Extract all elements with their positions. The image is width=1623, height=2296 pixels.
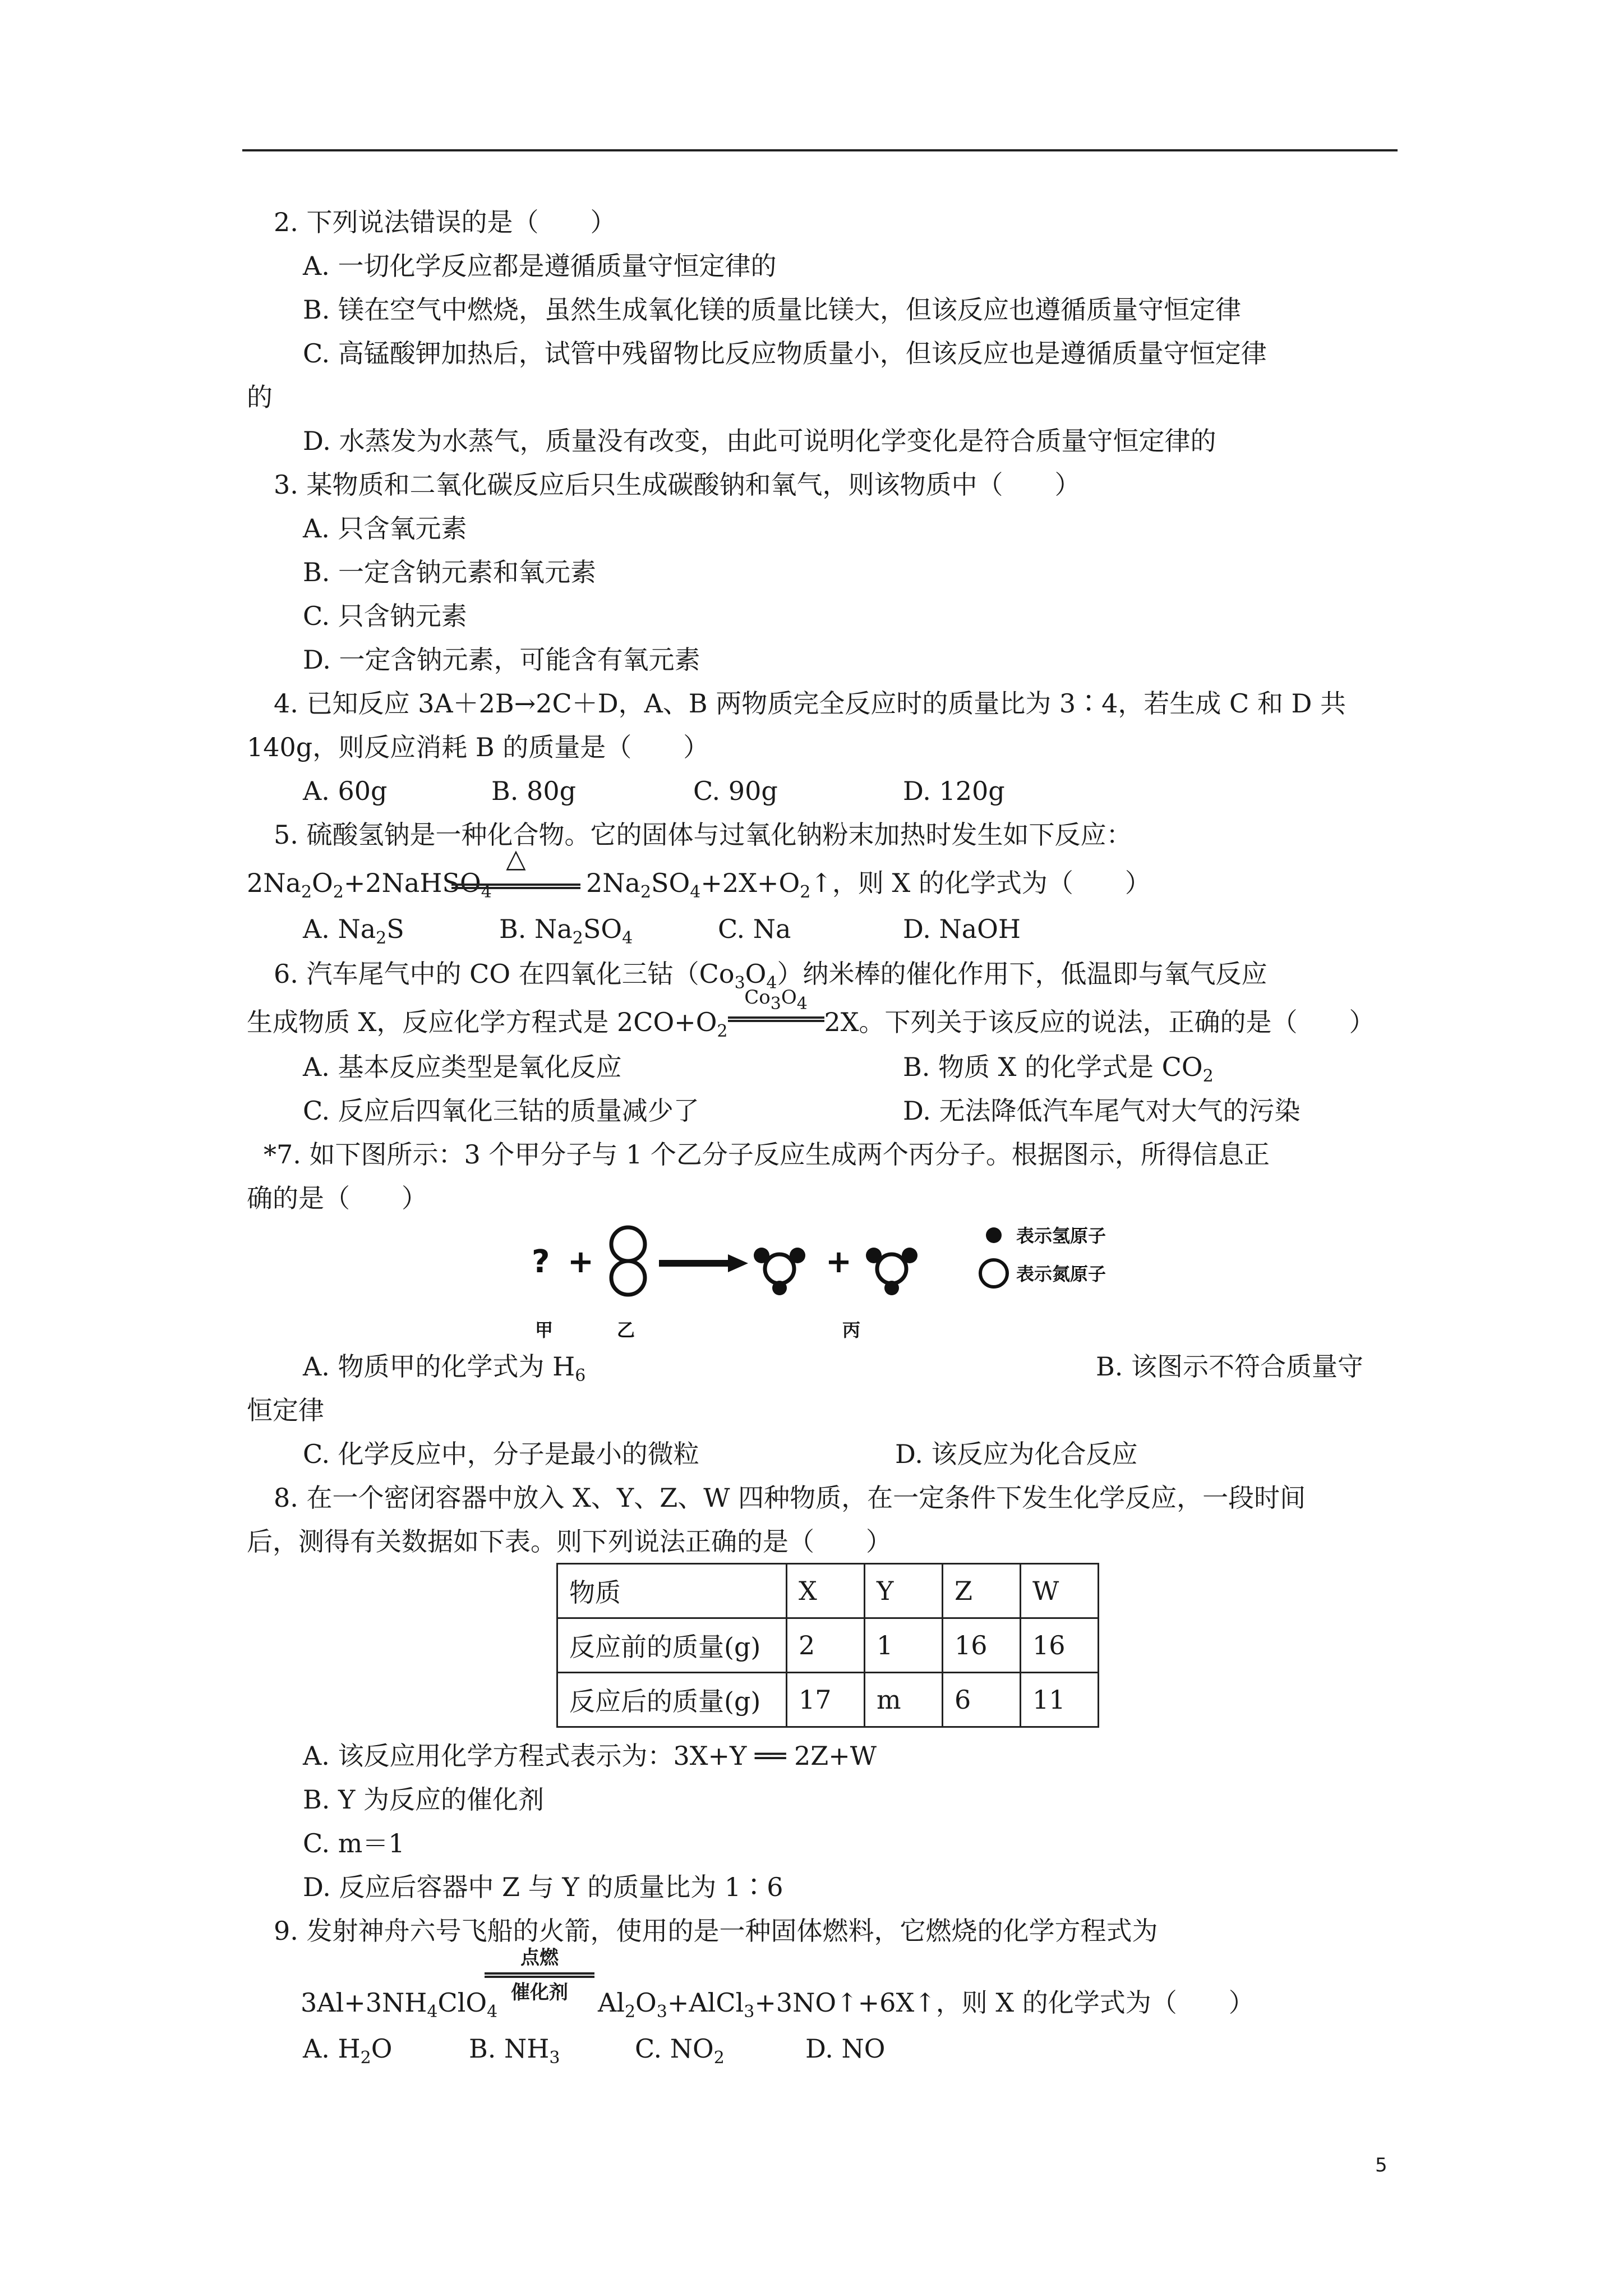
q6-stem: 6. 汽车尾气中的 CO 在四氧化三钴$(Co_3O_4)$纳米棒的催化作用下，低温即与氧气反应 <box>274 959 1267 993</box>
q9-equation-right: $Al_2O_3+AlCl_3+3NO↑+6X↑$，则 X 的化学式为（ ） <box>598 1987 1255 2022</box>
q8-data-table <box>556 1563 1099 1728</box>
q2-option-c-cont: 的 <box>247 382 273 412</box>
q8-option-d: D. 反应后容器中 Z 与 Y 的质量比为 1∶6 <box>303 1872 783 1902</box>
legend-nitrogen-label: 表示氮原子 <box>1016 1263 1106 1285</box>
legend-nitrogen-icon <box>980 1260 1007 1287</box>
q6-option-a: A. 基本反应类型是氧化反应 <box>303 1052 622 1082</box>
diagram-plus: + <box>826 1244 852 1280</box>
q7-stem-cont: 确的是（ ） <box>247 1183 427 1213</box>
table-cell: Z <box>943 1564 1021 1618</box>
label-yi: 乙 <box>617 1319 635 1341</box>
q9-condition-top: 点燃 <box>520 1947 559 1969</box>
q6-option-c: C. 反应后四氧化三钴的质量减少了 <box>303 1096 699 1126</box>
q8-stem: 8. 在一个密闭容器中放入 X、Y、Z、W 四种物质，在一定条件下发生化学反应，一段时间 <box>274 1483 1306 1513</box>
table-cell: W <box>1021 1564 1099 1618</box>
q9-option-c: C. $NO_2$ <box>635 2033 725 2068</box>
table-header-row <box>557 1564 1099 1618</box>
table-row <box>557 1673 1099 1727</box>
table-cell: Y <box>865 1564 943 1618</box>
q9-equation-left: $3Al+3NH_4ClO_4$ <box>301 1987 498 2022</box>
table-cell: m <box>865 1673 943 1727</box>
q5-option-c: C. Na <box>718 914 791 944</box>
q3-option-c: C. 只含钠元素 <box>303 601 467 631</box>
q6-option-b: B. 物质 X 的化学式是 $CO_2$ <box>903 1052 1214 1086</box>
q8-option-b: B. Y 为反应的催化剂 <box>303 1784 545 1815</box>
q4-option-a: A. 60g <box>303 776 388 806</box>
nitrogen-molecule <box>611 1227 645 1295</box>
q7-reaction-diagram <box>505 1206 1206 1346</box>
q6-catalyst-arrow <box>728 986 824 1031</box>
q3-option-d: D. 一定含钠元素，可能含有氧元素 <box>303 645 700 675</box>
table-cell: 6 <box>943 1673 1021 1727</box>
q6-stem-cont: 生成物质 X，反应化学方程式是 $2CO+O_2$ $Co_3O_4$ 2X。下列关于该反应的说法，正确的是（ ） <box>247 986 1375 1041</box>
q5-option-d: D. NaOH <box>903 914 1021 944</box>
table-row <box>557 1618 1099 1673</box>
q3-option-a: A. 只含氧元素 <box>303 513 467 544</box>
q4-option-d: D. 120g <box>903 776 1005 806</box>
q5-heat-condition: △ <box>506 843 526 873</box>
q9-equals-sign <box>485 1972 594 1978</box>
q8-option-a: A. 该反应用化学方程式表示为：3X+Y ══ 2Z+W <box>303 1741 877 1771</box>
label-jia: 甲 <box>535 1319 554 1341</box>
q2-option-d: D. 水蒸发为水蒸气，质量没有改变，由此可说明化学变化是符合质量守恒定律的 <box>303 426 1216 456</box>
q7-option-b-cont: 恒定律 <box>247 1395 324 1425</box>
table-cell: 11 <box>1021 1673 1099 1727</box>
q4-option-c: C. 90g <box>693 776 778 806</box>
table-cell: 2 <box>787 1618 865 1673</box>
page-number: 5 <box>1375 2154 1387 2177</box>
q5-option-a: A. $Na_2S$ <box>303 914 404 948</box>
q5-stem: 5. 硫酸氢钠是一种化合物。它的固体与过氧化钠粉末加热时发生如下反应： <box>274 820 1132 850</box>
diagram-unknown: ? <box>532 1244 550 1280</box>
arrow-icon <box>659 1254 748 1272</box>
legend-hydrogen-icon <box>986 1227 1002 1243</box>
q5-equation-right: $2Na_2SO_4+2X+O_2↑$，则 X 的化学式为（ ） <box>586 868 1151 902</box>
ammonia-molecule-1 <box>754 1248 805 1295</box>
q7-stem: *7. 如下图所示：3 个甲分子与 1 个乙分子反应生成两个丙分子。根据图示，所得信息正 <box>264 1139 1270 1170</box>
q9-option-a: A. $H_2O$ <box>303 2033 393 2068</box>
header-rule <box>242 149 1398 151</box>
q8-option-c: C. m＝1 <box>303 1828 405 1858</box>
table-cell: 反应后的质量(g) <box>557 1673 787 1727</box>
q9-option-d: D. NO <box>805 2033 886 2064</box>
q5-equals-sign <box>451 884 580 889</box>
table-cell: X <box>787 1564 865 1618</box>
q7-option-a: A. 物质甲的化学式为 $H_6$ <box>303 1351 586 1386</box>
q4-option-b: B. 80g <box>491 776 577 806</box>
q2-stem: 2. 下列说法错误的是（ ） <box>274 207 616 237</box>
q4-stem: 4. 已知反应 3A＋2B→2C＋D，A、B 两物质完全反应时的质量比为 3∶4，若生成 C 和 D 共 <box>274 688 1346 719</box>
q9-option-b: B. $NH_3$ <box>469 2033 560 2068</box>
q2-option-a: A. 一切化学反应都是遵循质量守恒定律的 <box>303 251 777 281</box>
q4-stem-cont: 140g，则反应消耗 B 的质量是（ ） <box>247 732 709 762</box>
q5-equation-left: $2Na_2O_2+2NaHSO_4$ <box>247 868 492 902</box>
table-cell: 16 <box>1021 1618 1099 1673</box>
q6-option-d: D. 无法降低汽车尾气对大气的污染 <box>903 1096 1301 1126</box>
q3-stem: 3. 某物质和二氧化碳反应后只生成碳酸钠和氧气，则该物质中（ ） <box>274 470 1081 500</box>
q5-option-b: B. $Na_2SO_4$ <box>499 914 633 948</box>
q3-option-b: B. 一定含钠元素和氧元素 <box>303 557 597 587</box>
q2-option-c: C. 高锰酸钾加热后，试管中残留物比反应物质量小，但该反应也是遵循质量守恒定律 <box>303 338 1267 369</box>
legend-hydrogen-label: 表示氢原子 <box>1016 1225 1106 1246</box>
table-cell: 反应前的质量(g) <box>557 1618 787 1673</box>
q7-option-d: D. 该反应为化合反应 <box>895 1439 1138 1469</box>
ammonia-molecule-2 <box>866 1248 917 1295</box>
table-cell: 物质 <box>557 1564 787 1618</box>
q8-stem-cont: 后，测得有关数据如下表。则下列说法正确的是（ ） <box>247 1526 892 1557</box>
q7-option-c: C. 化学反应中，分子是最小的微粒 <box>303 1439 699 1469</box>
q2-option-b: B. 镁在空气中燃烧，虽然生成氧化镁的质量比镁大，但该反应也遵循质量守恒定律 <box>303 295 1242 325</box>
q9-stem: 9. 发射神舟六号飞船的火箭，使用的是一种固体燃料，它燃烧的化学方程式为 <box>274 1916 1158 1946</box>
diagram-plus: + <box>568 1244 594 1280</box>
table-cell: 16 <box>943 1618 1021 1673</box>
q9-condition-bottom: 催化剂 <box>511 1981 568 2004</box>
table-cell: 1 <box>865 1618 943 1673</box>
table-cell: 17 <box>787 1673 865 1727</box>
q6-catalyst-label: $Co_3O_4$ <box>744 986 808 1014</box>
q5-question-tail: ，则 X 的化学式为（ ） <box>832 868 1151 898</box>
q9-question-tail: ，则 X 的化学式为（ ） <box>935 1987 1255 2018</box>
q7-option-b: B. 该图示不符合质量守 <box>1096 1351 1364 1382</box>
label-bing: 丙 <box>842 1319 861 1341</box>
